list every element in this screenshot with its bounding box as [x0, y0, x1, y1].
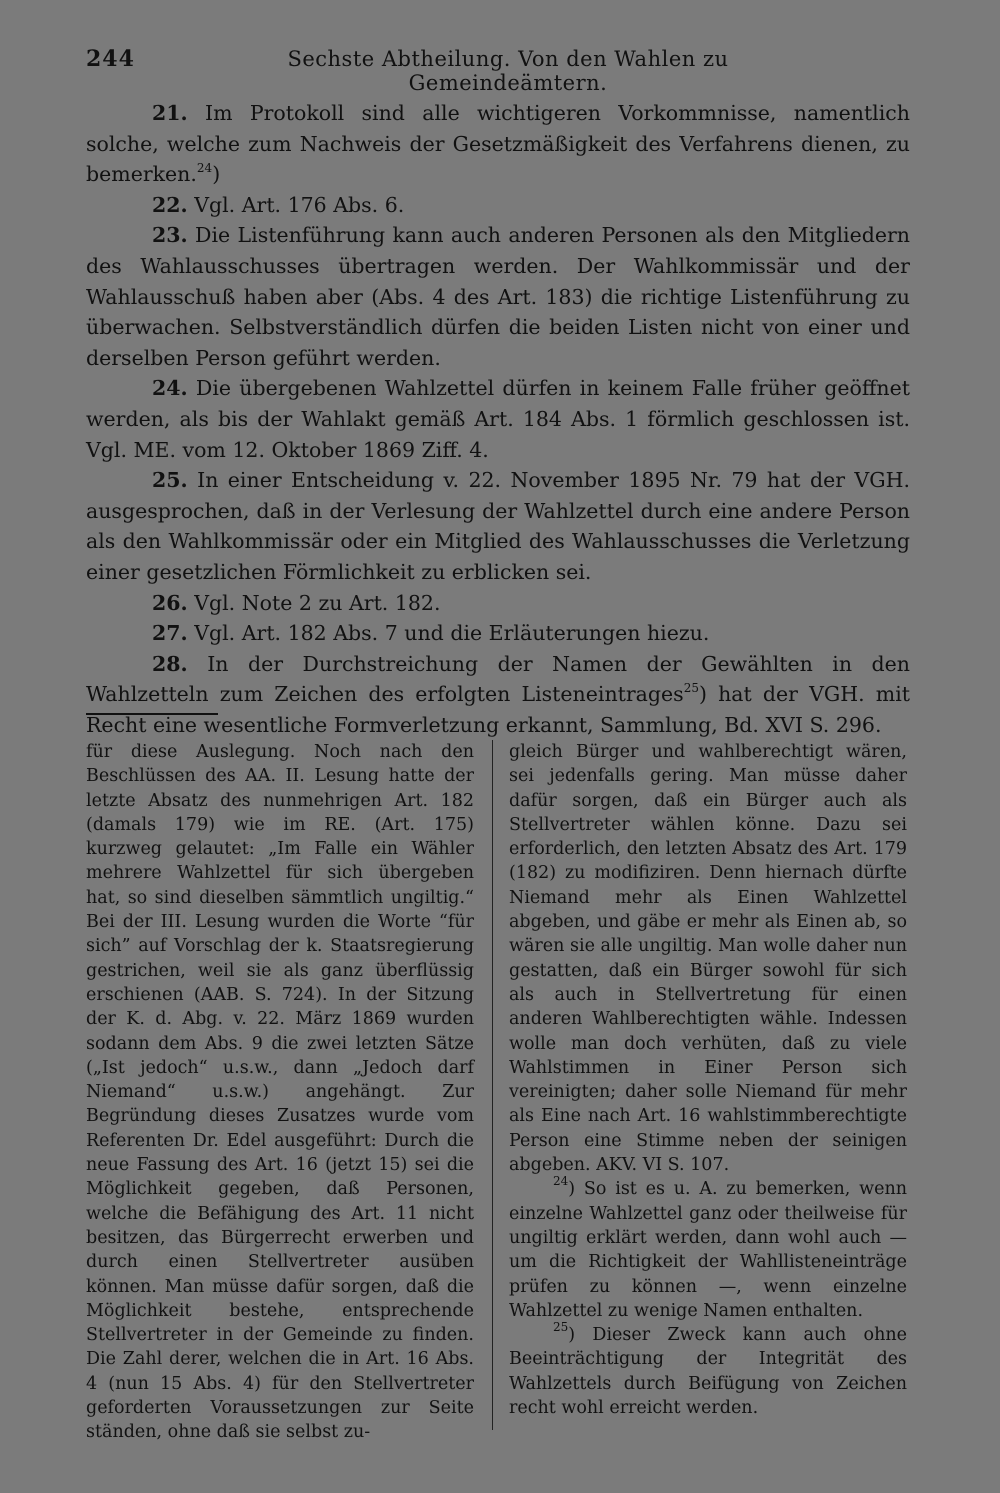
footnote-continuation-right: gleich Bürger und wahlberechtigt wären, sei jedenfalls gering. Man müsse daher dafür sorgen, daß ein Bürger auch als Stellvertreter wählen könne. Dazu sei erforderlich, den letzten Absatz des Art. 179 (182) zu modifiziren. Denn hiernach dürfte Niemand mehr als Einen Wahlzettel abgeben, und gäbe er mehr als Einen ab, so wären sie alle ungiltig. Man wolle daher nun gestatten, daß ein Bürger sowohl für sich als auch in Stellvertretung für einen anderen Wahlberechtigten wähle. Indessen wolle man doch verhüten, daß zu viele Wahlstimmen in Einer Person sich vereinigten; daher solle Niemand für mehr als Eine nach Art. 16 wahlstimmberechtigte Person eine Stimme neben der seinigen abgeben. AKV. VI S. 107. [509, 742, 907, 1176]
footnote-separator-rule [86, 713, 218, 715]
notes-section [86, 98, 910, 740]
note-number: 21. [152, 101, 188, 125]
footnote-24 [509, 1174, 907, 1323]
footnote-marker: 25 [553, 1320, 569, 1335]
note-27 [86, 618, 910, 649]
note-text: Die übergebenen Wahlzettel dürfen in keinem Falle früher geöffnet werden, als bis der Wahlakt gemäß Art. 184 Abs. 1 förmlich geschlossen ist. Vgl. ME. vom 12. Oktober 1869 Ziff. 4. [86, 376, 910, 462]
note-text: Die Listenführung kann auch anderen Personen als den Mitgliedern des Wahlausschusses übertragen werden. Der Wahlkommissär und der Wahlausschuß haben aber (Abs. 4 des Art. 183) die richtige Listenführung zu überwachen. Selbstverständlich dürfen die beiden Listen nicht von einer und derselben Person geführt werden. [86, 223, 910, 370]
footnote-25 [509, 1320, 907, 1420]
note-number: 27. [152, 621, 188, 646]
footnote-text: ) Dieser Zweck kann auch ohne Beeinträchtigung der Integrität des Wahlzettels durch Beifügung von Zeichen recht wohl erreicht werden. [509, 1325, 907, 1419]
footnote-marker: 24 [553, 1174, 569, 1189]
footnote-ref: 25 [683, 681, 699, 696]
note-number: 24. [152, 376, 188, 401]
page-number: 244 [86, 46, 135, 72]
note-number: 26. [152, 590, 188, 615]
footnote-ref: 24 [196, 161, 213, 176]
note-number: 22. [152, 192, 188, 217]
note-number: 23. [152, 223, 188, 248]
note-25 [86, 465, 910, 587]
note-text: Vgl. Art. 176 Abs. 6. [194, 192, 405, 217]
note-text: In der Durchstreichung der Namen der Gewählten in den Wahlzetteln zum Zeichen des erfolgten Listeneintrages [86, 651, 910, 707]
note-text: Vgl. Note 2 zu Art. 182. [194, 590, 441, 615]
footnote-column-right [509, 740, 907, 1420]
note-tail: ) hat der VGH. mit Recht eine wesentliche Formverletzung erkannt, Sammlung, Bd. XVI S. 296. [86, 682, 911, 737]
footnote-column-left [86, 740, 474, 1445]
note-26 [86, 588, 910, 619]
note-tail: ) [212, 162, 221, 187]
note-22 [86, 190, 910, 221]
note-text: Im Protokoll sind alle wichtigeren Vorkommnisse, namentlich solche, welche zum Nachweis der Gesetzmäßigkeit des Verfahrens dienen, zu bemerken. [86, 101, 910, 187]
footnote-text: ) So ist es u. A. zu bemerken, wenn einzelne Wahlzettel ganz oder theilweise für ungiltig erklärt werden, dann wohl auch — um die Richtigkeit der Wahllisteneinträge prüfen zu können —, wenn einzelne Wahlzettel zu wenige Namen enthalten. [509, 1179, 907, 1321]
note-number: 25. [152, 468, 188, 493]
column-divider [492, 740, 493, 1430]
running-title: Sechste Abtheilung. Von den Wahlen zu Gemeindeämtern. [287, 47, 729, 95]
footnote-continuation-left: für diese Auslegung. Noch nach den Beschlüssen des AA. II. Lesung hatte der letzte Absatz des nunmehrigen Art. 182 (damals 179) wie im RE. (Art. 175) kurzweg gelautet: „Im Falle ein Wähler mehrere Wahlzettel für sich übergeben hat, so sind dieselben sämmtlich ungiltig.“ Bei der III. Lesung wurden die Worte “für sich” auf Vorschlag der k. Staatsregierung gestrichen, weil sie als ganz überflüssig erschienen (AAB. S. 724). In der Sitzung der K. d. Abg. v. 22. März 1869 wurden sodann dem Abs. 9 die zwei letzten Sätze („Ist jedoch“ u.s.w., dann „Jedoch darf Niemand“ u.s.w.) angehängt. Zur Begründung dieses Zusatzes wurde vom Referenten Dr. Edel ausgeführt: Durch die neue Fassung des Art. 16 (jetzt 15) sei die Möglichkeit gegeben, daß Personen, welche die Befähigung des Art. 11 nicht besitzen, das Bürgerrecht erwerben und durch einen Stellvertreter ausüben können. Man müsse dafür sorgen, daß die Möglichkeit bestehe, entsprechende Stellvertreter in der Gemeinde zu finden. Die Zahl derer, welchen die in Art. 16 Abs. 4 (nun 15 Abs. 4) für den Stellvertreter geforderten Voraussetzungen zur Seite ständen, ohne daß sie selbst zu- [86, 742, 474, 1443]
note-24 [86, 373, 910, 465]
note-28 [86, 649, 910, 741]
page-header [86, 46, 910, 95]
note-text: In einer Entscheidung v. 22. November 1895 Nr. 79 hat der VGH. ausgesprochen, daß in der Verlesung der Wahlzettel durch eine andere Person als den Wahlkommissär oder ein Mitglied des Wahlausschusses die Verletzung einer gesetzlichen Förmlichkeit zu erblicken sei. [86, 468, 910, 584]
note-21 [86, 98, 910, 190]
note-23 [86, 220, 910, 373]
note-text: Vgl. Art. 182 Abs. 7 und die Erläuterungen hiezu. [194, 621, 710, 646]
note-number: 28. [152, 651, 188, 676]
